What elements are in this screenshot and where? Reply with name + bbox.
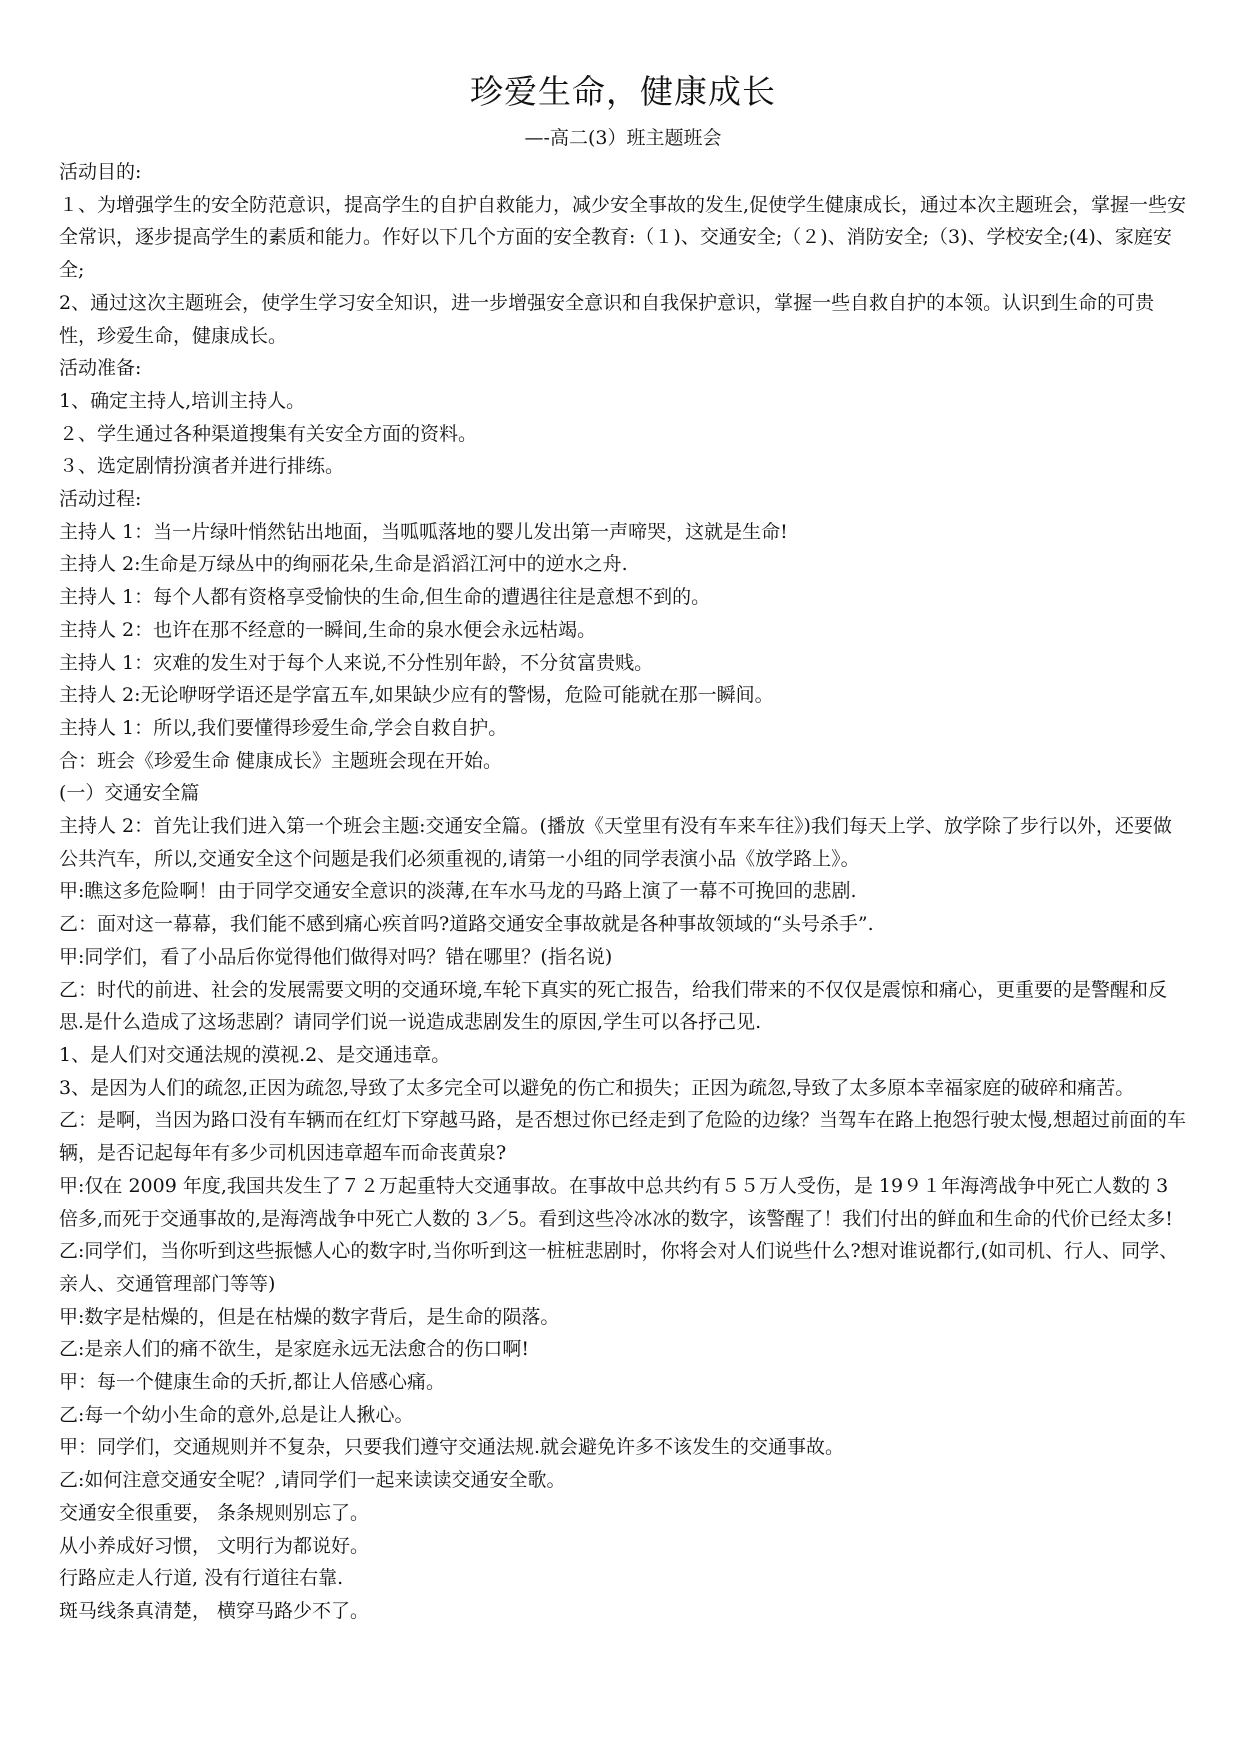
dialogue-line: 甲:同学们，看了小品后你觉得他们做得对吗？错在哪里？(指名说) (59, 945, 613, 968)
document-title: 珍爱生命，健康成长 (470, 72, 776, 111)
list-item: 3、是因为人们的疏忽,正因为疏忽,导致了太多完全可以避免的伤亡和损失；正因为疏忽,导致了太多原本幸福家庭的破碎和痛苦。 (59, 1076, 1135, 1099)
section-heading-preparation: 活动准备: (59, 357, 142, 380)
document-page (59, 64, 1187, 1628)
dialogue-line: 乙:每一个幼小生命的意外,总是让人揪心。 (59, 1403, 414, 1426)
document-subtitle: —-高二(3）班主题班会 (524, 127, 722, 149)
dialogue-line: 乙：时代的前进、社会的发展需要文明的交通环境,车轮下真实的死亡报告，给我们带来的不仅仅是震惊和痛心，更重要的是警醒和反思.是什么造成了这场悲剧？请同学们说一说造成悲剧发生的原因,学生可以各抒己见. (59, 978, 1168, 1034)
dialogue-line: 主持人 2:无论咿呀学语还是学富五车,如果缺少应有的警惕，危险可能就在那一瞬间。 (59, 684, 774, 707)
list-item: 1、是人们对交通法规的漠视.2、是交通违章。 (59, 1043, 451, 1066)
dialogue-line: 甲:仅在 2009 年度,我国共发生了７２万起重特大交通事故。在事故中总共约有５５万人受伤，是 19９１年海湾战争中死亡人数的 3 倍多,而死于交通事故的,是海湾战争中死亡人数的 3／5。看到这些冷冰冰的数字，该警醒了！我们付出的鲜血和生命的代价已经太多! (59, 1174, 1173, 1230)
dialogue-line: 主持人 2：也许在那不经意的一瞬间,生命的泉水便会永远枯竭。 (59, 618, 597, 641)
section-heading-traffic: (一）交通安全篇 (59, 782, 200, 805)
poem-line: 交通安全很重要， 条条规则别忘了。 (59, 1501, 370, 1524)
dialogue-line: 主持人 1：当一片绿叶悄然钻出地面，当呱呱落地的婴儿发出第一声啼哭，这就是生命! (59, 520, 788, 543)
list-item: 1、确定主持人,培训主持人。 (59, 389, 306, 412)
dialogue-line: 乙：是啊，当因为路口没有车辆而在红灯下穿越马路，是否想过你已经走到了危险的边缘？当驾车在路上抱怨行驶太慢,想超过前面的车辆，是否记起每年有多少司机因违章超车而命丧黄泉? (59, 1109, 1187, 1165)
dialogue-line: 甲：每一个健康生命的夭折,都让人倍感心痛。 (59, 1371, 446, 1394)
poem-line: 斑马线条真清楚， 横穿马路少不了。 (59, 1599, 370, 1622)
dialogue-line: 主持人 1：所以,我们要懂得珍爱生命,学会自救自护。 (59, 716, 508, 739)
dialogue-line: 合：班会《珍爱生命 健康成长》主题班会现在开始。 (59, 749, 503, 772)
dialogue-line: 乙：面对这一幕幕，我们能不感到痛心疾首吗?道路交通安全事故就是各种事故领域的“头号杀手”. (59, 913, 874, 936)
dialogue-line: 甲:数字是枯燥的，但是在枯燥的数字背后，是生命的陨落。 (59, 1305, 560, 1328)
list-item: ２、学生通过各种渠道搜集有关安全方面的资料。 (59, 422, 478, 445)
dialogue-line: 乙:如何注意交通安全呢？,请同学们一起来读读交通安全歌。 (59, 1469, 566, 1492)
dialogue-line: 乙:是亲人们的痛不欲生，是家庭永远无法愈合的伤口啊! (59, 1338, 530, 1361)
section-heading-process: 活动过程: (59, 488, 142, 511)
poem-line: 从小养成好习惯， 文明行为都说好。 (59, 1534, 370, 1557)
dialogue-line: 甲：同学们，交通规则并不复杂，只要我们遵守交通法规.就会避免许多不该发生的交通事故。 (59, 1436, 845, 1459)
list-item: ３、选定剧情扮演者并进行排练。 (59, 455, 345, 478)
paragraph-purpose-1: １、为增强学生的安全防范意识，提高学生的自护自救能力，减少安全事故的发生,促使学生健康成长，通过本次主题班会，掌握一些安全常识，逐步提高学生的素质和能力。作好以下几个方面的安全教育:（１)、交通安全;（２)、消防安全;（3)、学校安全;(4)、家庭安全; (59, 193, 1187, 282)
paragraph-purpose-2: 2、通过这次主题班会，使学生学习安全知识，进一步增强安全意识和自我保护意识，掌握一些自救自护的本领。认识到生命的可贵性，珍爱生命，健康成长。 (59, 291, 1155, 347)
dialogue-line: 甲:瞧这多危险啊！由于同学交通安全意识的淡薄,在车水马龙的马路上演了一幕不可挽回的悲剧. (59, 880, 857, 903)
dialogue-line: 主持人 1：灾难的发生对于每个人来说,不分性别年龄，不分贫富贵贱。 (59, 651, 654, 674)
dialogue-line: 乙:同学们，当你听到这些振憾人心的数字时,当你听到这一桩桩悲剧时，你将会对人们说些什么?想对谁说都行,(如司机、行人、同学、亲人、交通管理部门等等) (59, 1240, 1179, 1295)
dialogue-line: 主持人 2:生命是万绿丛中的绚丽花朵,生命是滔滔江河中的逆水之舟. (59, 553, 628, 576)
dialogue-line: 主持人 1：每个人都有资格享受愉快的生命,但生命的遭遇往往是意想不到的。 (59, 586, 711, 609)
poem-line: 行路应走人行道, 没有行道往右靠. (59, 1567, 344, 1590)
section-heading-purpose: 活动目的: (59, 161, 142, 183)
dialogue-line: 主持人 2：首先让我们进入第一个班会主题:交通安全篇。(播放《天堂里有没有车来车往》)我们每天上学、放学除了步行以外，还要做公共汽车，所以,交通安全这个问题是我们必须重视的,请第一小组的同学表演小品《放学路上》。 (59, 815, 1172, 870)
